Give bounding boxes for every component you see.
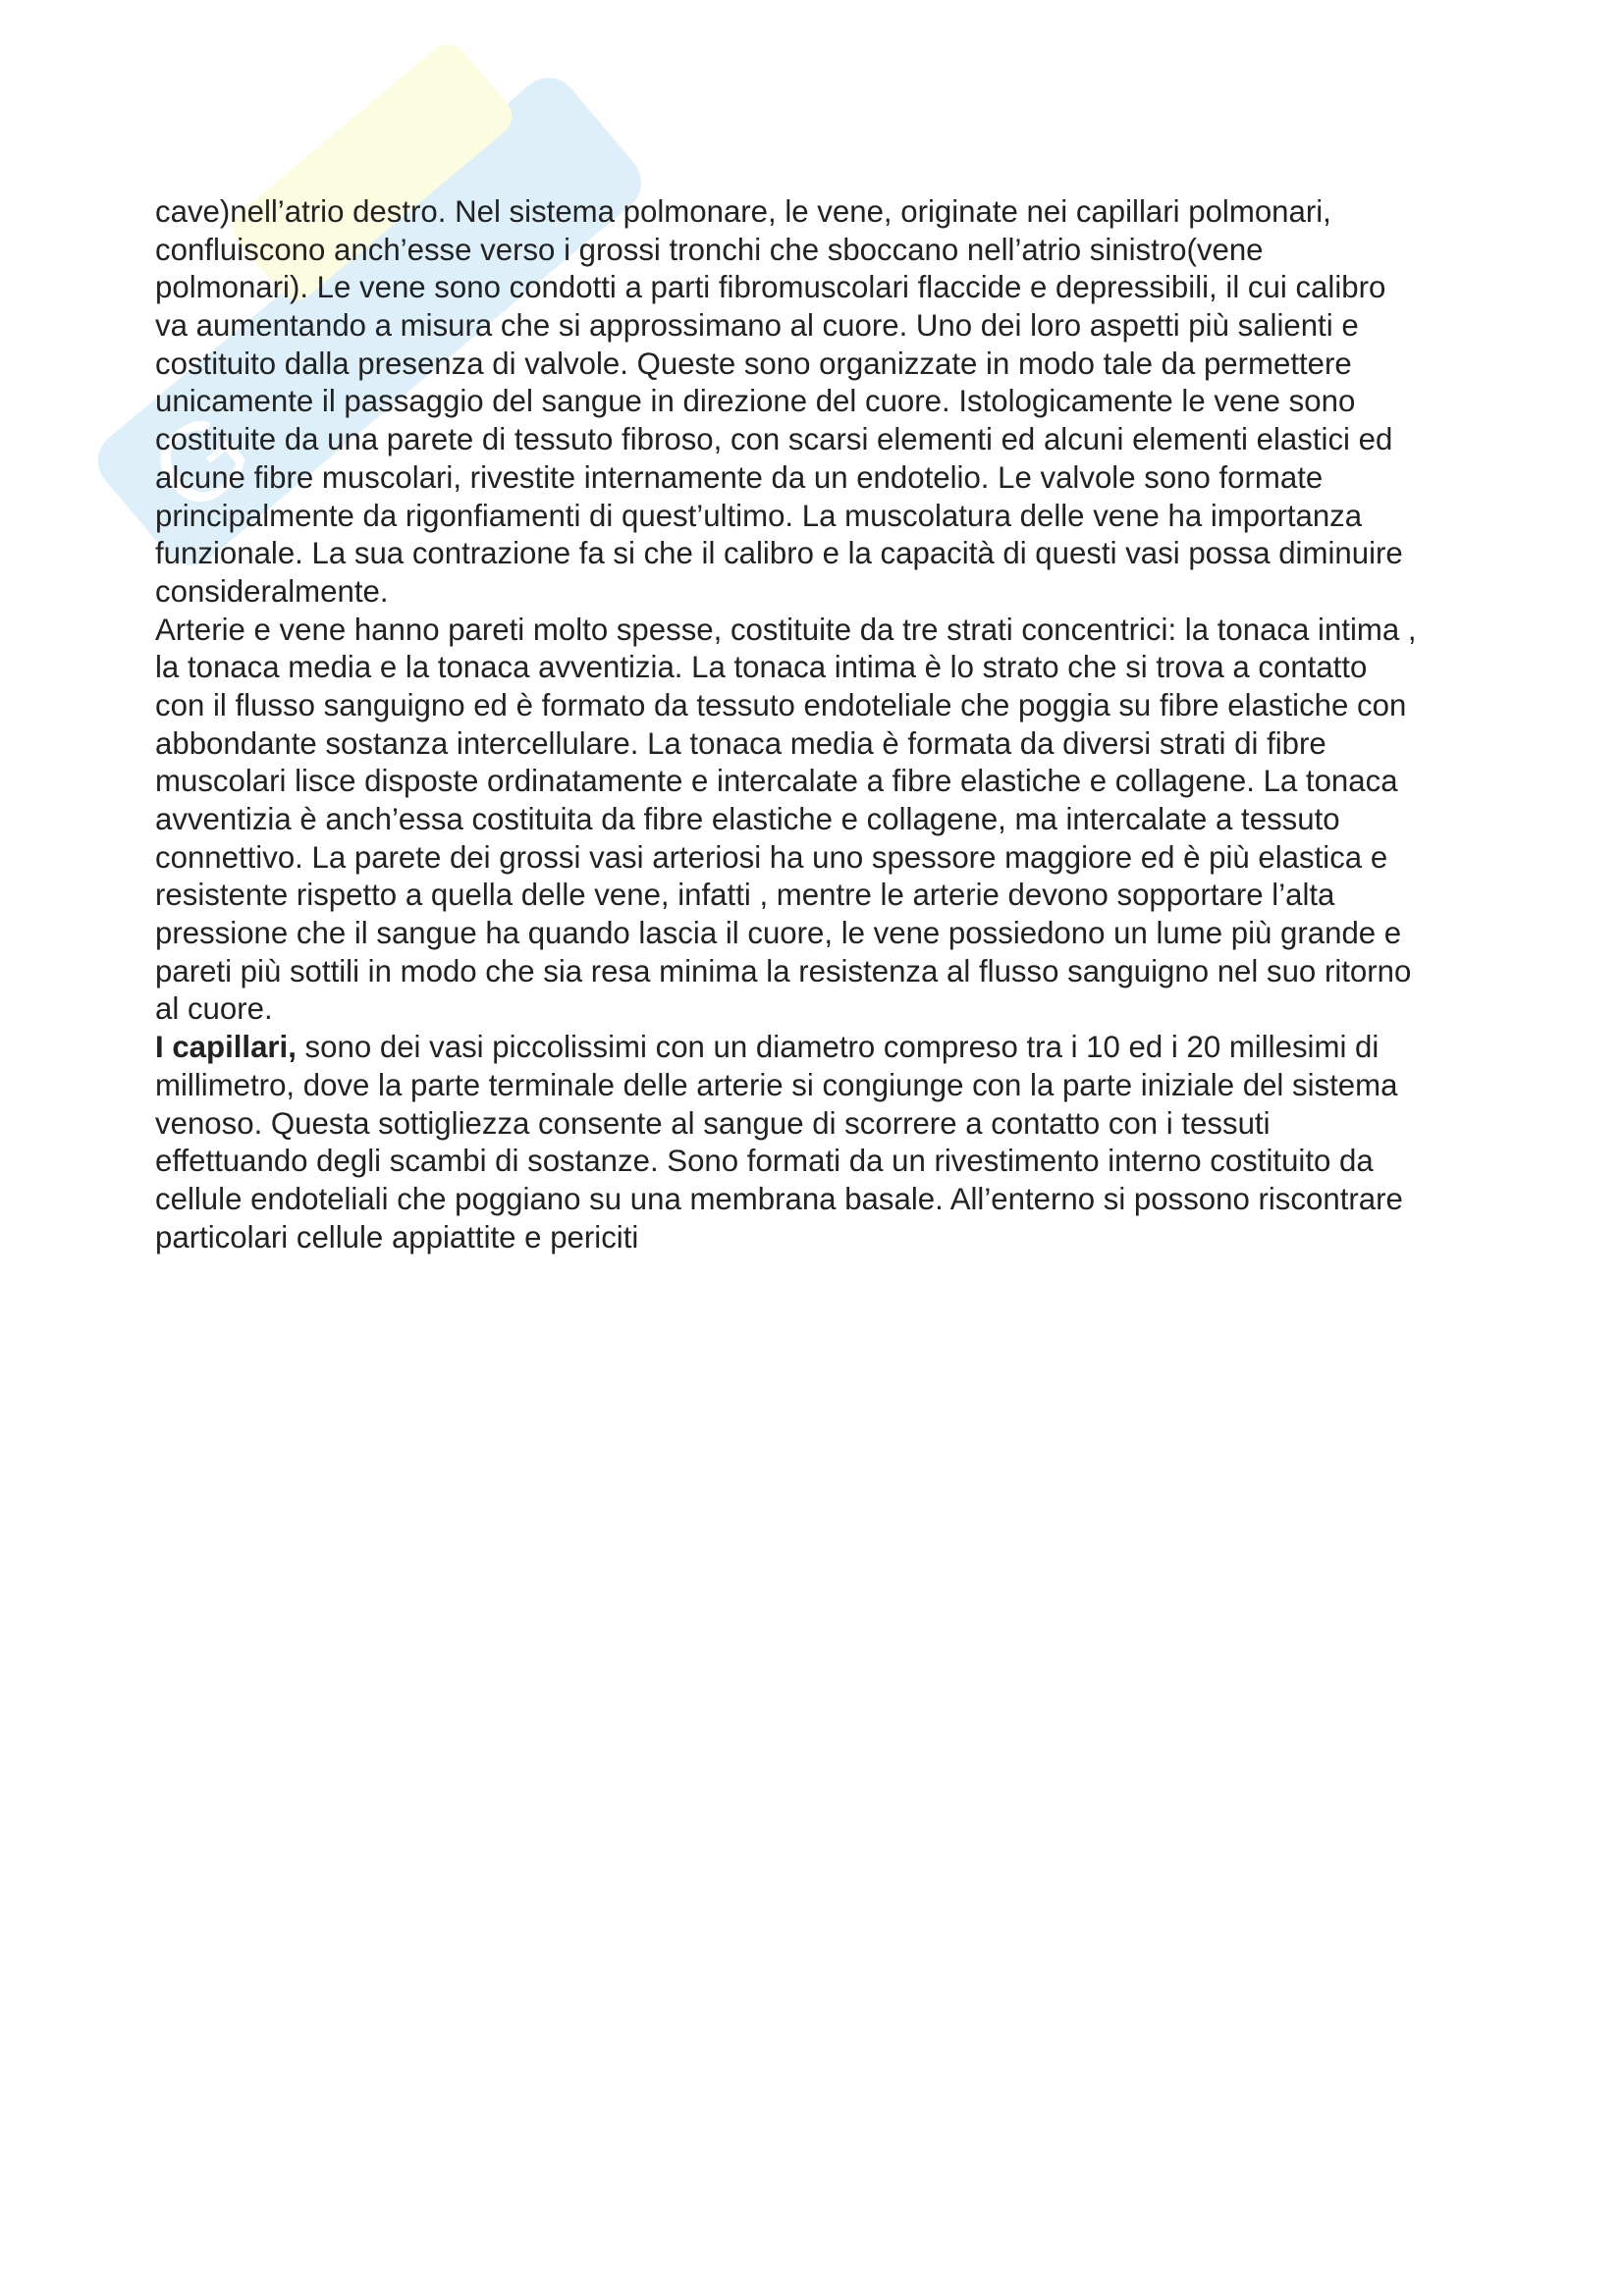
text-line: muscolari lisce disposte ordinatamente e intercalate a fibre elastiche e collagene. La tonaca: [155, 764, 1398, 799]
document-body: [155, 193, 1520, 1256]
text-line: principalmente da rigonfiamenti di quest’ultimo. La muscolatura delle vene ha importanza: [155, 498, 1363, 533]
text-line: abbondante sostanza intercellulare. La tonaca media è formata da diversi strati di fibre: [155, 725, 1326, 761]
text-line: cave)nell’atrio destro. Nel sistema polmonare, le vene, originate nei capillari polmonari,: [155, 194, 1331, 229]
text-line: costituite da una parete di tessuto fibroso, con scarsi elementi ed alcuni elementi elastici ed: [155, 422, 1393, 457]
veins-and-arteries-text: [155, 193, 1520, 1029]
text-line: costituito dalla presenza di valvole. Queste sono organizzate in modo tale da permettere: [155, 346, 1352, 381]
text-line: con il flusso sanguigno ed è formato da tessuto endoteliale che poggia su fibre elastiche con: [155, 687, 1407, 722]
text-line: polmonari). Le vene sono condotti a parti fibromuscolari flaccide e depressibili, il cui calibro: [155, 270, 1386, 305]
capillari-text: [155, 1067, 1520, 1256]
text-line: va aumentando a misura che si approssimano al cuore. Uno dei loro aspetti più salienti e: [155, 308, 1359, 344]
capillari-paragraph-start: [155, 1029, 1520, 1067]
text-line: Arterie e vene hanno pareti molto spesse, costituite da tre strati concentrici: la tonaca intima ,: [155, 612, 1417, 647]
text-line: unicamente il passaggio del sangue in direzione del cuore. Istologicamente le vene sono: [155, 384, 1356, 419]
text-line: avventizia è anch’essa costituita da fibre elastiche e collagene, ma intercalate a tessuto: [155, 802, 1340, 836]
watermark-mark: G: [123, 382, 279, 542]
text-line: resistente rispetto a quella delle vene, infatti , mentre le arterie devono sopportare l’alta: [155, 878, 1335, 913]
capillari-heading: I capillari,: [155, 1030, 297, 1065]
text-line: venoso. Questa sottigliezza consente al sangue di scorrere a contatto con i tessuti: [155, 1105, 1271, 1141]
text-line: funzionale. La sua contrazione fa si che il calibro e la capacità di questi vasi possa diminuire: [155, 536, 1403, 571]
text-line: pareti più sottili in modo che sia resa minima la resistenza al flusso sanguigno nel suo ritorno: [155, 953, 1412, 988]
capillari-first-line: sono dei vasi piccolissimi con un diametro compreso tra i 10 ed i 20 millesimi di: [296, 1030, 1380, 1065]
text-line: connettivo. La parete dei grossi vasi arteriosi ha uno spessore maggiore ed è più elastica e: [155, 839, 1388, 875]
text-line: confluiscono anch’esse verso i grossi tronchi che sboccano nell’atrio sinistro(vene: [155, 232, 1264, 267]
text-line: millimetro, dove la parte terminale delle arterie si congiunge con la parte iniziale del sistema: [155, 1067, 1398, 1102]
text-line: pressione che il sangue ha quando lascia il cuore, le vene possiedono un lume più grande e: [155, 916, 1402, 951]
text-line: particolari cellule appiattite e periciti: [155, 1219, 639, 1255]
text-line: cellule endoteliali che poggiano su una membrana basale. All’enterno si possono riscontrare: [155, 1181, 1403, 1216]
text-line: consideralmente.: [155, 573, 389, 609]
text-line: alcune fibre muscolari, rivestite internamente da un endotelio. Le valvole sono formate: [155, 459, 1324, 495]
text-line: al cuore.: [155, 991, 273, 1027]
text-line: la tonaca media e la tonaca avventizia. La tonaca intima è lo strato che si trova a contatto: [155, 650, 1368, 685]
text-line: effettuando degli scambi di sostanze. Sono formati da un rivestimento interno costituito da: [155, 1144, 1374, 1179]
